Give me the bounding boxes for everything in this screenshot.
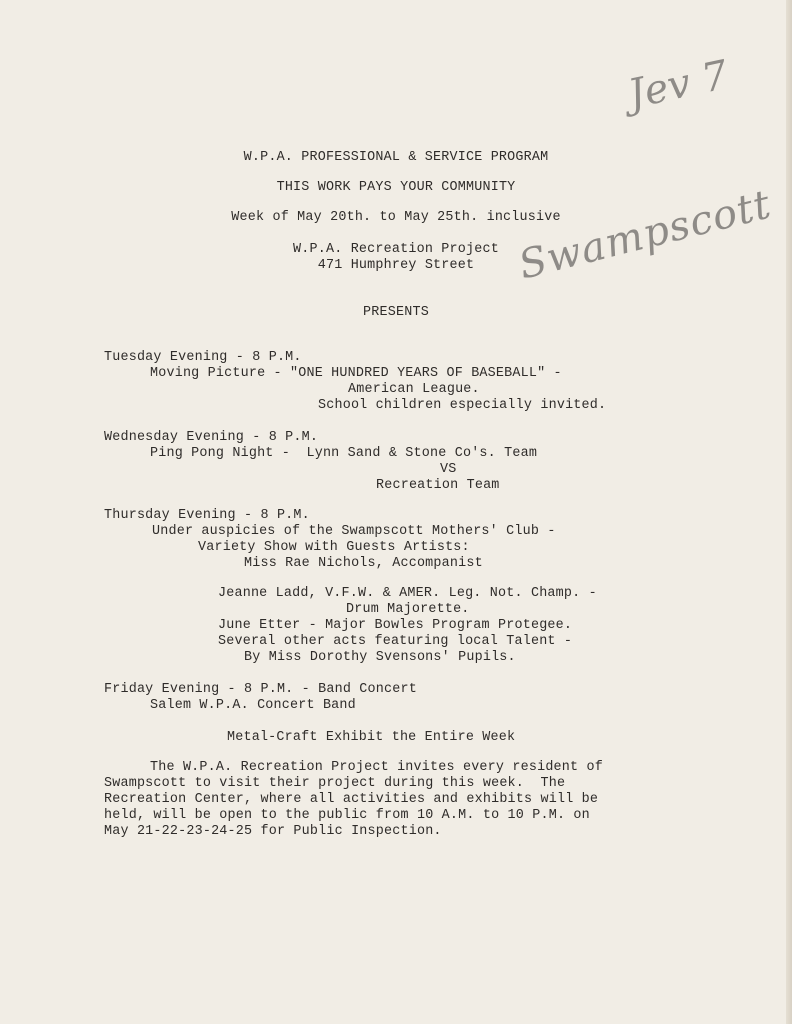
tuesday-line-2: Moving Picture - "ONE HUNDRED YEARS OF BASEBALL" - (150, 366, 562, 381)
closing-line-1: The W.P.A. Recreation Project invites every resident of (150, 760, 603, 775)
tuesday-line-3: American League. (348, 382, 480, 397)
thursday-line-8: Several other acts featuring local Talent - (218, 634, 573, 649)
header-program-title: W.P.A. PROFESSIONAL & SERVICE PROGRAM (243, 150, 549, 165)
thursday-line-4: Miss Rae Nichols, Accompanist (244, 556, 483, 571)
wednesday-line-3: VS (440, 462, 457, 477)
wednesday-heading: Wednesday Evening - 8 P.M. (104, 430, 319, 445)
tuesday-heading: Tuesday Evening - 8 P.M. (104, 350, 302, 365)
header-slogan: THIS WORK PAYS YOUR COMMUNITY (276, 180, 516, 195)
wednesday-line-2: Ping Pong Night - Lynn Sand & Stone Co's. Team (150, 446, 538, 461)
thursday-line-5: Jeanne Ladd, V.F.W. & AMER. Leg. Not. Champ. - (218, 586, 597, 601)
thursday-heading: Thursday Evening - 8 P.M. (104, 508, 310, 523)
header-week: Week of May 20th. to May 25th. inclusive (231, 210, 561, 225)
closing-line-3: Recreation Center, where all activities and exhibits will be (104, 792, 599, 807)
header-presents: PRESENTS (363, 305, 429, 320)
friday-heading: Friday Evening - 8 P.M. - Band Concert (104, 682, 417, 697)
closing-line-2: Swampscott to visit their project during this week. The (104, 776, 566, 791)
thursday-line-2: Under auspicies of the Swampscott Mothers' Club - (152, 524, 556, 539)
header-address: 471 Humphrey Street (317, 258, 475, 273)
thursday-line-3: Variety Show with Guests Artists: (198, 540, 470, 555)
closing-line-4: held, will be open to the public from 10 A.M. to 10 P.M. on (104, 808, 590, 823)
thursday-line-6: Drum Majorette. (346, 602, 470, 617)
handwritten-town-name: Swampscott (514, 181, 776, 289)
thursday-line-7: June Etter - Major Bowles Program Protegee. (218, 618, 573, 633)
page-edge (786, 0, 792, 1024)
closing-line-5: May 21-22-23-24-25 for Public Inspection. (104, 824, 442, 839)
exhibit-line: Metal-Craft Exhibit the Entire Week (227, 730, 516, 745)
friday-line-2: Salem W.P.A. Concert Band (150, 698, 356, 713)
handwritten-note-top: Jev 7 (624, 52, 733, 118)
header-project-name: W.P.A. Recreation Project (293, 242, 499, 257)
wednesday-line-4: Recreation Team (376, 478, 500, 493)
tuesday-line-4: School children especially invited. (318, 398, 607, 413)
thursday-line-9: By Miss Dorothy Svensons' Pupils. (244, 650, 516, 665)
